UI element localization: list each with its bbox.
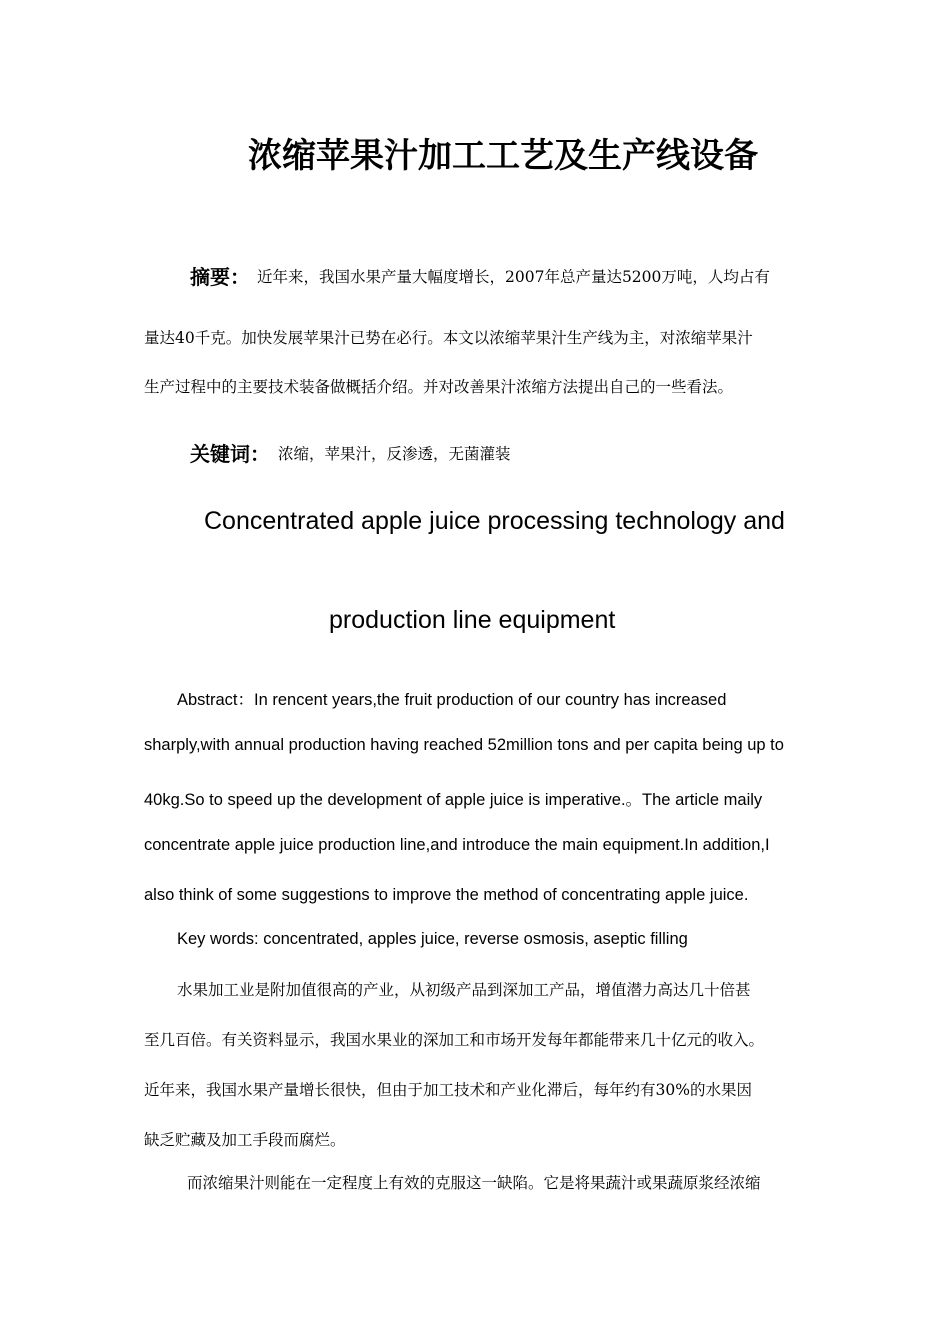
english-title-line: Concentrated apple juice processing technology and <box>204 507 785 535</box>
body-line: 至几百倍。有关资料显示，我国水果业的深加工和市场开发每年都能带来几十亿元的收入。 <box>144 1031 765 1049</box>
abstract-line: 量达40千克。加快发展苹果汁已势在必行。本文以浓缩苹果汁生产线为主，对浓缩苹果汁 <box>144 329 753 347</box>
english-abstract-line: also think of some suggestions to improve the method of concentrating apple juice. <box>144 886 749 904</box>
body-line: 近年来，我国水果产量增长很快，但由于加工技术和产业化滞后，每年约有30%的水果因 <box>144 1081 752 1099</box>
keywords-label: 关键词： <box>190 442 270 466</box>
keywords-text: 浓缩，苹果汁，反渗透，无菌灌装 <box>278 445 511 463</box>
abstract-line: 生产过程中的主要技术装备做概括介绍。并对改善果汁浓缩方法提出自己的一些看法。 <box>144 378 734 396</box>
page-title: 浓缩苹果汁加工工艺及生产线设备 <box>248 136 758 176</box>
english-abstract-line: sharply,with annual production having reached 52million tons and per capita being up to <box>144 736 784 754</box>
body-line: 而浓缩果汁则能在一定程度上有效的克服这一缺陷。它是将果蔬汁或果蔬原浆经浓缩 <box>187 1174 761 1192</box>
body-line: 缺乏贮藏及加工手段而腐烂。 <box>144 1131 346 1149</box>
abstract-line: 近年来，我国水果产量大幅度增长，2007年总产量达5200万吨，人均占有 <box>257 268 770 286</box>
english-abstract-line: Abstract：In rencent years,the fruit production of our country has increased <box>177 691 727 709</box>
english-title-line: production line equipment <box>329 606 616 634</box>
english-abstract-line: concentrate apple juice production line,and introduce the main equipment.In addition,I <box>144 836 770 854</box>
abstract-label: 摘要： <box>190 265 250 289</box>
english-keywords: Key words: concentrated, apples juice, reverse osmosis, aseptic filling <box>177 930 688 948</box>
body-line: 水果加工业是附加值很高的产业，从初级产品到深加工产品，增值潜力高达几十倍甚 <box>177 981 751 999</box>
english-abstract-line: 40kg.So to speed up the development of apple juice is imperative.。The article maily <box>144 791 763 809</box>
